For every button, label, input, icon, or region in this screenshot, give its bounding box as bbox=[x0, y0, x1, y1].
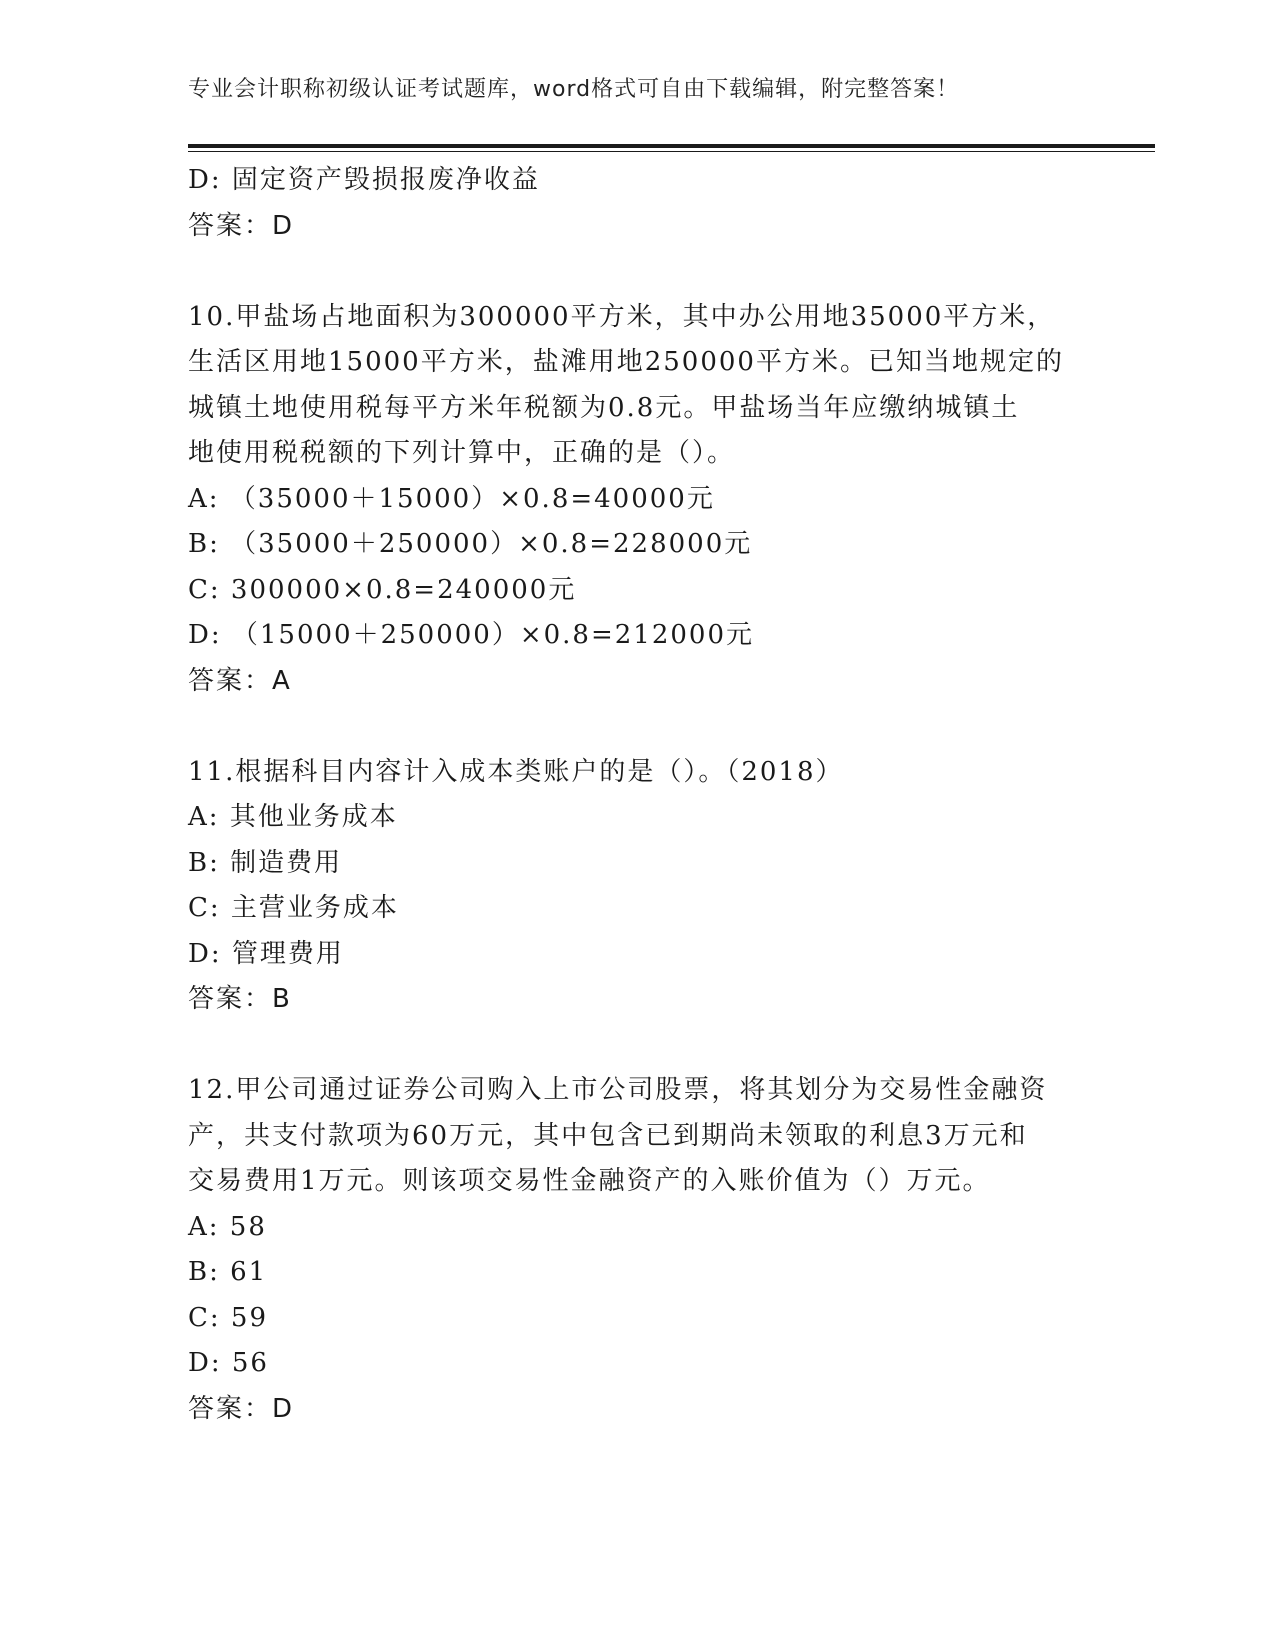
option-b: B: 制造费用 bbox=[188, 847, 343, 878]
option-d: D: （15000＋250000）×0.8=212000元 bbox=[188, 620, 755, 650]
option-b: B: 61 bbox=[188, 1257, 268, 1287]
option-a: A: （35000＋15000）×0.8=40000元 bbox=[188, 483, 715, 514]
option-c: C: 主营业务成本 bbox=[188, 893, 399, 923]
option-d: D: 56 bbox=[188, 1348, 269, 1378]
question-stem-line: 12.甲公司通过证券公司购入上市公司股票，将其划分为交易性金融资 bbox=[188, 1075, 1048, 1105]
header-rule-thick bbox=[188, 144, 1155, 148]
question-stem-line: 产，共支付款项为60万元，其中包含已到期尚未领取的利息3万元和 bbox=[188, 1120, 1028, 1151]
answer: 答案：D bbox=[188, 210, 295, 241]
header-rule-thin bbox=[188, 151, 1155, 152]
answer: 答案：B bbox=[188, 984, 292, 1014]
question-stem-line: 地使用税税额的下列计算中，正确的是（）。 bbox=[188, 438, 736, 468]
answer: 答案：A bbox=[188, 665, 292, 696]
option-c: C: 59 bbox=[188, 1302, 269, 1333]
option-c: C: 300000×0.8=240000元 bbox=[188, 574, 577, 605]
option-a: A: 58 bbox=[188, 1211, 267, 1242]
spacer bbox=[188, 1023, 1088, 1069]
spacer bbox=[188, 249, 1088, 295]
question-block bbox=[188, 750, 1088, 1023]
question-stem-line: 11.根据科目内容计入成本类账户的是（）。（2018） bbox=[188, 756, 844, 787]
option-d: D: 管理费用 bbox=[188, 938, 344, 969]
option-a: A: 其他业务成本 bbox=[188, 802, 398, 832]
question-stem-line: 生活区用地15000平方米，盐滩用地250000平方米。已知当地规定的 bbox=[188, 347, 1064, 377]
question-stem-line: 10.甲盐场占地面积为300000平方米，其中办公用地35000平方米， bbox=[188, 301, 1056, 332]
spacer bbox=[188, 704, 1088, 750]
answer: 答案：D bbox=[188, 1393, 295, 1424]
question-stem-line: 城镇土地使用税每平方米年税额为0.8元。甲盐场当年应缴纳城镇土 bbox=[188, 392, 1020, 423]
question-stem-line: 交易费用1万元。则该项交易性金融资产的入账价值为（）万元。 bbox=[188, 1166, 991, 1196]
option-b: B: （35000＋250000）×0.8=228000元 bbox=[188, 529, 753, 559]
page-header: 专业会计职称初级认证考试题库，word格式可自由下载编辑，附完整答案！ bbox=[188, 77, 960, 102]
question-block bbox=[188, 295, 1088, 705]
document-body bbox=[188, 158, 1088, 1432]
question-block bbox=[188, 1068, 1088, 1432]
option-d: D: 固定资产毁损报废净收益 bbox=[188, 165, 540, 195]
